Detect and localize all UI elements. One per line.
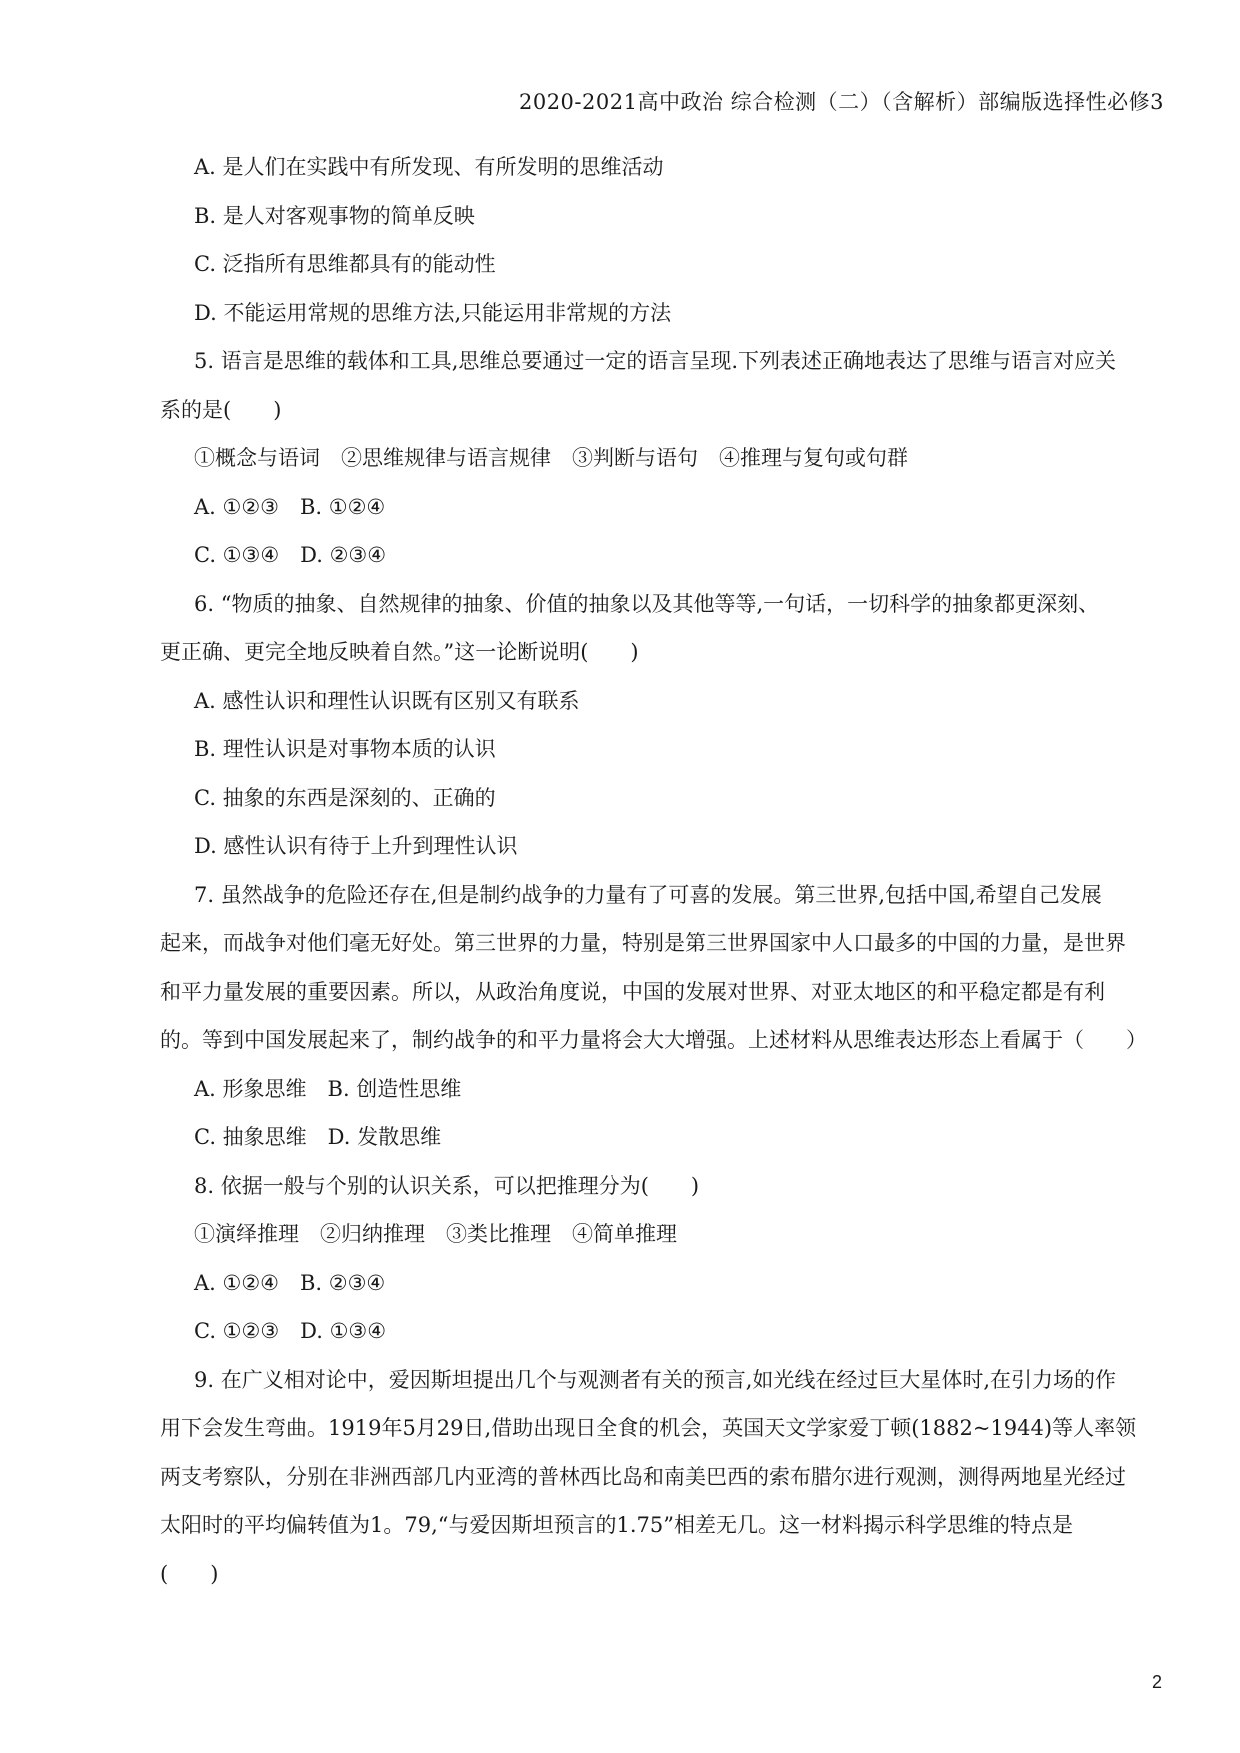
page-header: 2020-2021高中政治 综合检测（二）（含解析）部编版选择性必修3 bbox=[518, 90, 1164, 114]
option-line bbox=[160, 1074, 1164, 1123]
question-line bbox=[160, 346, 1164, 395]
option-line bbox=[160, 298, 1164, 347]
line-text: D. 感性认识有待于上升到理性认识 bbox=[194, 834, 518, 858]
option-line bbox=[160, 1316, 1164, 1365]
line-text: 起来，而战争对他们毫无好处。第三世界的力量，特别是第三世界国家中人口最多的中国的力量，是世界 bbox=[160, 931, 1126, 955]
question-continuation-line bbox=[160, 1462, 1164, 1511]
line-text: 5. 语言是思维的载体和工具,思维总要通过一定的语言呈现.下列表述正确地表达了思维与语言对应关 bbox=[194, 349, 1117, 373]
option-line bbox=[160, 831, 1164, 880]
option-line bbox=[160, 1171, 1164, 1220]
question-continuation-line bbox=[160, 1510, 1164, 1559]
option-line bbox=[160, 1219, 1164, 1268]
line-text: C. 泛指所有思维都具有的能动性 bbox=[194, 252, 496, 276]
line-text: C. ①②③ D. ①③④ bbox=[194, 1319, 387, 1343]
option-line bbox=[160, 492, 1164, 541]
line-text: 8. 依据一般与个别的认识关系，可以把推理分为( ) bbox=[194, 1173, 700, 1198]
option-line bbox=[160, 1268, 1164, 1317]
line-text: 7. 虽然战争的危险还存在,但是制约战争的力量有了可喜的发展。第三世界,包括中国,希望自己发展 bbox=[194, 882, 1102, 907]
option-line bbox=[160, 734, 1164, 783]
line-text: 6. “物质的抽象、自然规律的抽象、价值的抽象以及其他等等,一句话，一切科学的抽象都更深刻、 bbox=[194, 591, 1100, 616]
option-line bbox=[160, 540, 1164, 589]
line-text: 和平力量发展的重要因素。所以，从政治角度说，中国的发展对世界、对亚太地区的和平稳定都是有利 bbox=[160, 979, 1105, 1004]
line-text: A. ①②④ B. ②③④ bbox=[194, 1270, 386, 1295]
line-text: 两支考察队，分别在非洲西部几内亚湾的普林西比岛和南美巴西的索布腊尔进行观测，测得两地星光经过 bbox=[160, 1464, 1126, 1489]
line-text: C. 抽象思维 D. 发散思维 bbox=[194, 1125, 442, 1149]
question-continuation-line bbox=[160, 1025, 1164, 1074]
option-line bbox=[160, 249, 1164, 298]
line-text: A. ①②③ B. ①②④ bbox=[194, 494, 386, 519]
option-line bbox=[160, 152, 1164, 201]
line-text: A. 感性认识和理性认识既有区别又有联系 bbox=[194, 688, 580, 713]
line-text: B. 是人对客观事物的简单反映 bbox=[194, 203, 475, 228]
line-text: ( ) bbox=[160, 1561, 219, 1586]
line-text: A. 是人们在实践中有所发现、有所发明的思维活动 bbox=[194, 155, 664, 179]
question-continuation-line bbox=[160, 395, 1164, 444]
line-text: 用下会发生弯曲。1919年5月29日,借助出现日全食的机会，英国天文学家爱丁顿(1882~1944)等人率领 bbox=[160, 1416, 1137, 1440]
line-text: 的。等到中国发展起来了，制约战争的和平力量将会大大增强。上述材料从思维表达形态上看属于（ ） bbox=[160, 1028, 1147, 1052]
line-text: ①演绎推理 ②归纳推理 ③类比推理 ④简单推理 bbox=[194, 1222, 677, 1246]
line-text: B. 理性认识是对事物本质的认识 bbox=[194, 737, 496, 761]
question-line bbox=[160, 880, 1164, 929]
line-text: D. 不能运用常规的思维方法,只能运用非常规的方法 bbox=[194, 300, 672, 325]
line-text: 太阳时的平均偏转值为1。79,“与爱因斯坦预言的1.75”相差无几。这一材料揭示科学思维的特点是 bbox=[160, 1513, 1073, 1537]
option-line bbox=[160, 783, 1164, 832]
line-text: ①概念与语词 ②思维规律与语言规律 ③判断与语句 ④推理与复句或句群 bbox=[194, 446, 908, 470]
question-continuation-line bbox=[160, 977, 1164, 1026]
question-continuation-line bbox=[160, 637, 1164, 686]
line-text: C. 抽象的东西是深刻的、正确的 bbox=[194, 785, 496, 810]
question-continuation-line bbox=[160, 1413, 1164, 1462]
option-line bbox=[160, 686, 1164, 735]
option-line bbox=[160, 1122, 1164, 1171]
question-line bbox=[160, 1365, 1164, 1414]
question-continuation-line bbox=[160, 928, 1164, 977]
option-line bbox=[160, 443, 1164, 492]
option-line bbox=[160, 201, 1164, 250]
question-line bbox=[160, 589, 1164, 638]
line-text: 9. 在广义相对论中，爱因斯坦提出几个与观测者有关的预言,如光线在经过巨大星体时,在引力场的作 bbox=[194, 1367, 1117, 1392]
line-text: 系的是( ) bbox=[160, 397, 282, 422]
document-body bbox=[160, 152, 1164, 1607]
line-text: A. 形象思维 B. 创造性思维 bbox=[194, 1076, 462, 1101]
page-number: 2 bbox=[1151, 1672, 1162, 1692]
question-continuation-line bbox=[160, 1559, 1164, 1608]
line-text: C. ①③④ D. ②③④ bbox=[194, 543, 387, 567]
line-text: 更正确、更完全地反映着自然。”这一论断说明( ) bbox=[160, 640, 639, 664]
